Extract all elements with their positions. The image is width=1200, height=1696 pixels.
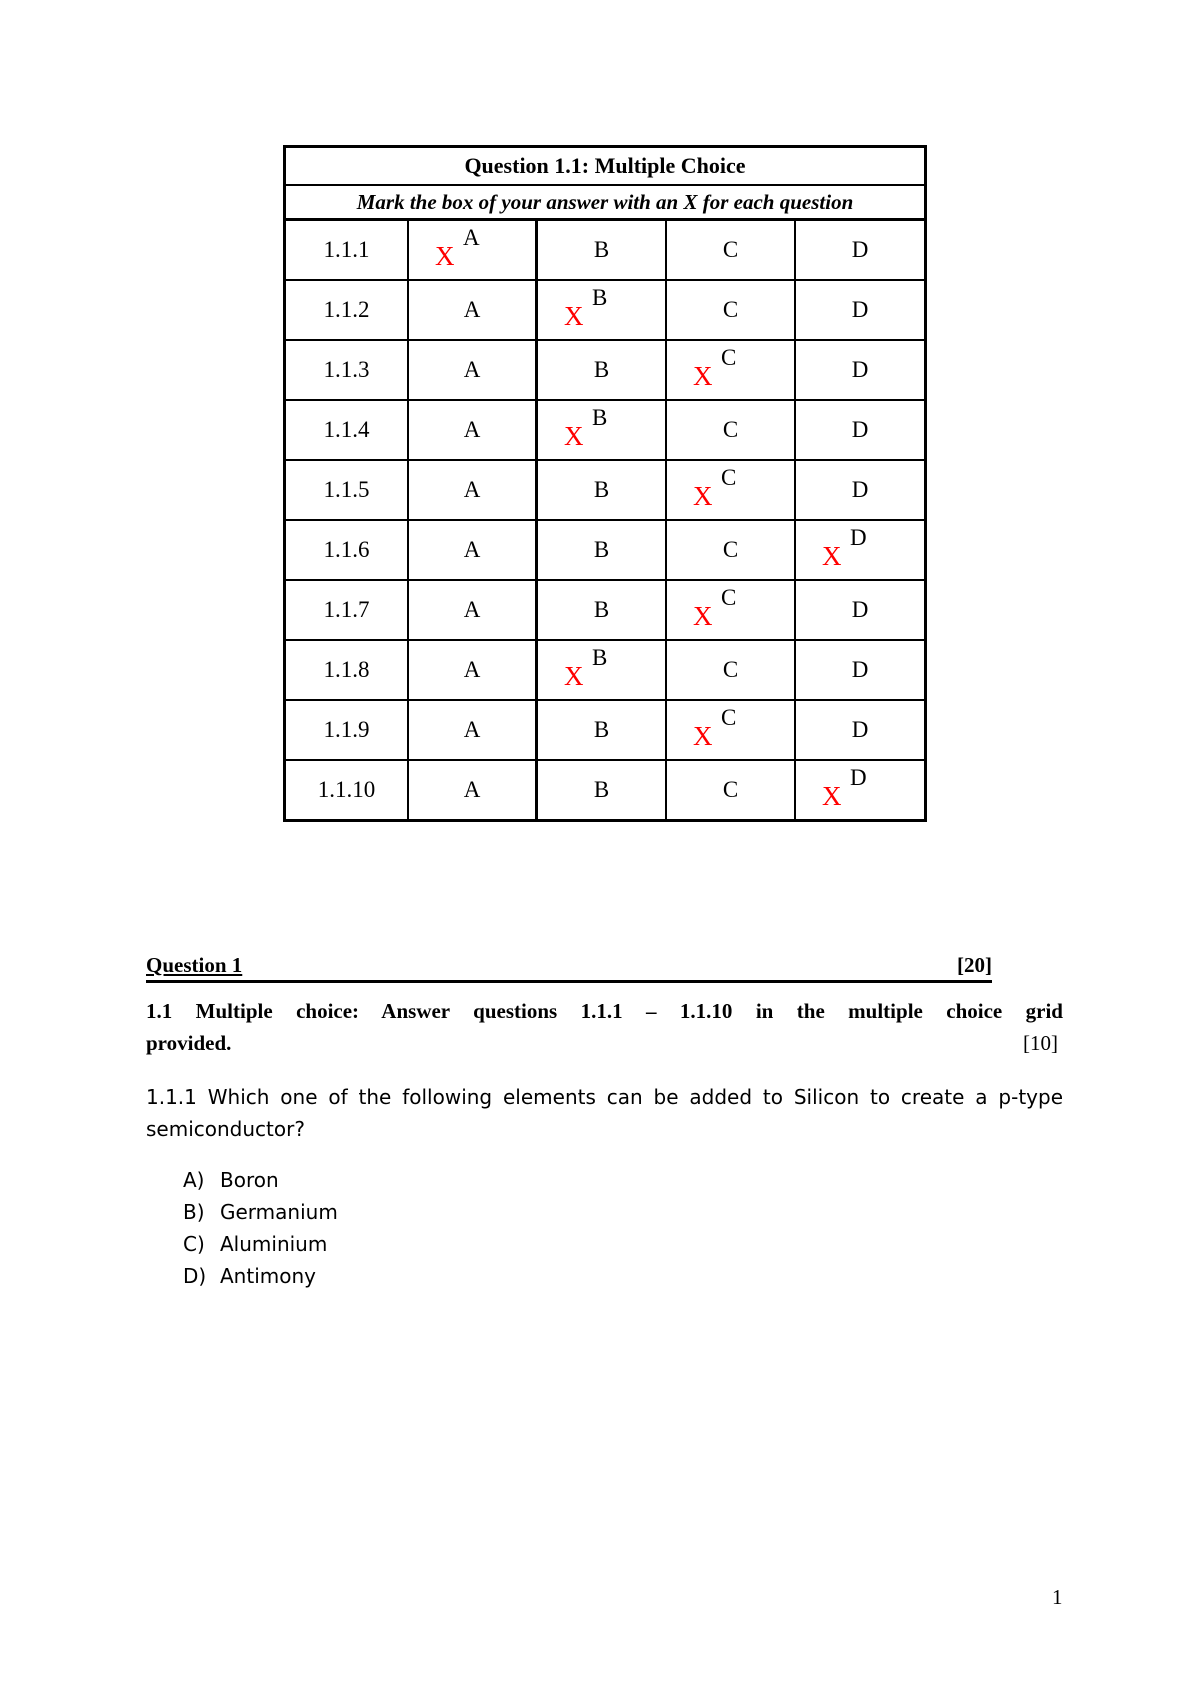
- option-letter: C: [721, 705, 737, 730]
- option-letter: D: [851, 717, 869, 742]
- answer-box-a[interactable]: [409, 401, 538, 459]
- answer-box-c[interactable]: [667, 521, 796, 579]
- answer-x-mark: X: [693, 601, 713, 631]
- option-letter: A: [463, 777, 481, 802]
- question-1-title: Question 1: [146, 953, 243, 977]
- option-text: Aluminium: [220, 1232, 328, 1256]
- option-letter: A: [463, 717, 481, 742]
- answer-x-mark: X: [435, 241, 455, 271]
- option-letter: D: [851, 657, 869, 682]
- answer-box-b[interactable]: [538, 701, 667, 759]
- answer-box-b[interactable]: [538, 521, 667, 579]
- answer-box-c[interactable]: [667, 761, 796, 819]
- answer-option: [183, 1260, 338, 1292]
- section-1-1-line2-row: [146, 1027, 1063, 1059]
- grid-question-number: 1.1.4: [286, 401, 409, 459]
- answer-box-a[interactable]: [409, 581, 538, 639]
- option-letter: A: [463, 357, 481, 382]
- option-letter: D: [850, 525, 867, 550]
- answer-box-d[interactable]: [796, 461, 924, 519]
- option-letter: D: [851, 417, 869, 442]
- answer-box-c[interactable]: [667, 221, 796, 279]
- grid-question-number: 1.1.9: [286, 701, 409, 759]
- option-label: D): [183, 1264, 207, 1288]
- option-letter: B: [593, 597, 610, 622]
- grid-question-number: 1.1.10: [286, 761, 409, 819]
- answer-x-mark: X: [693, 721, 713, 751]
- grid-row: [286, 641, 924, 701]
- option-letter: A: [463, 657, 481, 682]
- grid-row: [286, 701, 924, 761]
- option-letter: D: [851, 357, 869, 382]
- answer-box-c[interactable]: [667, 401, 796, 459]
- grid-title: Question 1.1: Multiple Choice: [286, 148, 924, 186]
- grid-row: [286, 401, 924, 461]
- option-letter: B: [593, 477, 610, 502]
- answer-box-a[interactable]: [409, 761, 538, 819]
- option-letter: D: [851, 297, 869, 322]
- question-1-header: [146, 950, 992, 983]
- option-letter: C: [722, 417, 739, 442]
- answer-box-b[interactable]: [538, 461, 667, 519]
- option-letter: B: [593, 717, 610, 742]
- answer-box-c[interactable]: [667, 281, 796, 339]
- answer-box-a[interactable]: [409, 701, 538, 759]
- grid-row: [286, 581, 924, 641]
- answer-box-b[interactable]: [538, 641, 667, 699]
- answer-x-mark: X: [564, 301, 584, 331]
- grid-subtitle: Mark the box of your answer with an X for each question: [286, 186, 924, 221]
- option-letter: B: [592, 405, 608, 430]
- grid-question-number: 1.1.6: [286, 521, 409, 579]
- grid-row: [286, 761, 924, 819]
- answer-box-d[interactable]: [796, 521, 924, 579]
- answer-box-b[interactable]: [538, 761, 667, 819]
- option-letter: D: [851, 597, 869, 622]
- answer-option: [183, 1196, 338, 1228]
- section-1-1-instructions: [146, 995, 1063, 1059]
- option-letter: B: [593, 777, 610, 802]
- answer-box-a[interactable]: [409, 281, 538, 339]
- question-1-1-1-text: 1.1.1 Which one of the following elements can be added to Silicon to create a p-type semiconductor?: [146, 1085, 1063, 1141]
- answer-box-d[interactable]: [796, 761, 924, 819]
- section-1-1-line2: provided.: [146, 1031, 232, 1055]
- grid-row: [286, 521, 924, 581]
- answer-box-c[interactable]: [667, 641, 796, 699]
- option-letter: C: [722, 657, 739, 682]
- question-1-marks: [20]: [957, 953, 992, 977]
- answer-x-mark: X: [822, 781, 842, 811]
- section-1-1-line1: 1.1 Multiple choice: Answer questions 1.1.1 – 1.1.10 in the multiple choice grid: [146, 999, 1063, 1023]
- answer-box-d[interactable]: [796, 701, 924, 759]
- option-letter: C: [721, 465, 737, 490]
- answer-x-mark: X: [822, 541, 842, 571]
- answer-option: [183, 1164, 338, 1196]
- option-text: Boron: [220, 1168, 279, 1192]
- answer-box-c[interactable]: [667, 581, 796, 639]
- grid-row: [286, 281, 924, 341]
- answer-box-d[interactable]: [796, 221, 924, 279]
- answer-box-a[interactable]: [409, 221, 538, 279]
- option-label: B): [183, 1200, 205, 1224]
- grid-row: [286, 341, 924, 401]
- section-1-1-marks: [10]: [1023, 1031, 1058, 1055]
- grid-row: [286, 221, 924, 281]
- option-letter: A: [463, 597, 481, 622]
- option-letter: B: [593, 237, 610, 262]
- option-letter: C: [721, 585, 737, 610]
- grid-question-number: 1.1.3: [286, 341, 409, 399]
- multiple-choice-grid: [283, 145, 927, 822]
- grid-question-number: 1.1.8: [286, 641, 409, 699]
- answer-box-d[interactable]: [796, 281, 924, 339]
- option-letter: A: [463, 537, 481, 562]
- option-label: C): [183, 1232, 205, 1256]
- answer-option: [183, 1228, 338, 1260]
- option-letter: B: [593, 537, 610, 562]
- answer-box-b[interactable]: [538, 281, 667, 339]
- option-letter: A: [463, 417, 481, 442]
- option-letter: A: [463, 477, 481, 502]
- option-letter: A: [463, 225, 480, 250]
- option-text: Germanium: [220, 1200, 338, 1224]
- answer-box-a[interactable]: [409, 341, 538, 399]
- option-letter: B: [593, 357, 610, 382]
- option-letter: C: [722, 777, 739, 802]
- grid-row: [286, 461, 924, 521]
- answer-box-d[interactable]: [796, 581, 924, 639]
- answer-box-d[interactable]: [796, 401, 924, 459]
- grid-question-number: 1.1.2: [286, 281, 409, 339]
- option-letter: D: [851, 237, 869, 262]
- answer-box-c[interactable]: [667, 461, 796, 519]
- grid-question-number: 1.1.5: [286, 461, 409, 519]
- answer-box-b[interactable]: [538, 401, 667, 459]
- answer-x-mark: X: [564, 661, 584, 691]
- option-letter: C: [722, 537, 739, 562]
- option-letter: C: [721, 345, 737, 370]
- answer-box-b[interactable]: [538, 221, 667, 279]
- option-letter: B: [592, 645, 608, 670]
- option-letter: A: [463, 297, 481, 322]
- page-number: 1: [1052, 1585, 1063, 1609]
- answer-box-d[interactable]: [796, 641, 924, 699]
- option-text: Antimony: [220, 1264, 316, 1288]
- question-1-1-1-options: [183, 1164, 338, 1292]
- option-letter: D: [851, 477, 869, 502]
- option-letter: B: [592, 285, 608, 310]
- grid-rows: [286, 221, 924, 819]
- option-letter: C: [722, 237, 739, 262]
- answer-box-c[interactable]: [667, 701, 796, 759]
- grid-question-number: 1.1.1: [286, 221, 409, 279]
- answer-box-b[interactable]: [538, 341, 667, 399]
- answer-box-a[interactable]: [409, 521, 538, 579]
- answer-box-a[interactable]: [409, 461, 538, 519]
- option-label: A): [183, 1168, 205, 1192]
- answer-x-mark: X: [564, 421, 584, 451]
- answer-x-mark: X: [693, 361, 713, 391]
- option-letter: C: [722, 297, 739, 322]
- grid-question-number: 1.1.7: [286, 581, 409, 639]
- answer-box-a[interactable]: [409, 641, 538, 699]
- answer-box-b[interactable]: [538, 581, 667, 639]
- option-letter: D: [850, 765, 867, 790]
- answer-box-d[interactable]: [796, 341, 924, 399]
- answer-box-c[interactable]: [667, 341, 796, 399]
- answer-x-mark: X: [693, 481, 713, 511]
